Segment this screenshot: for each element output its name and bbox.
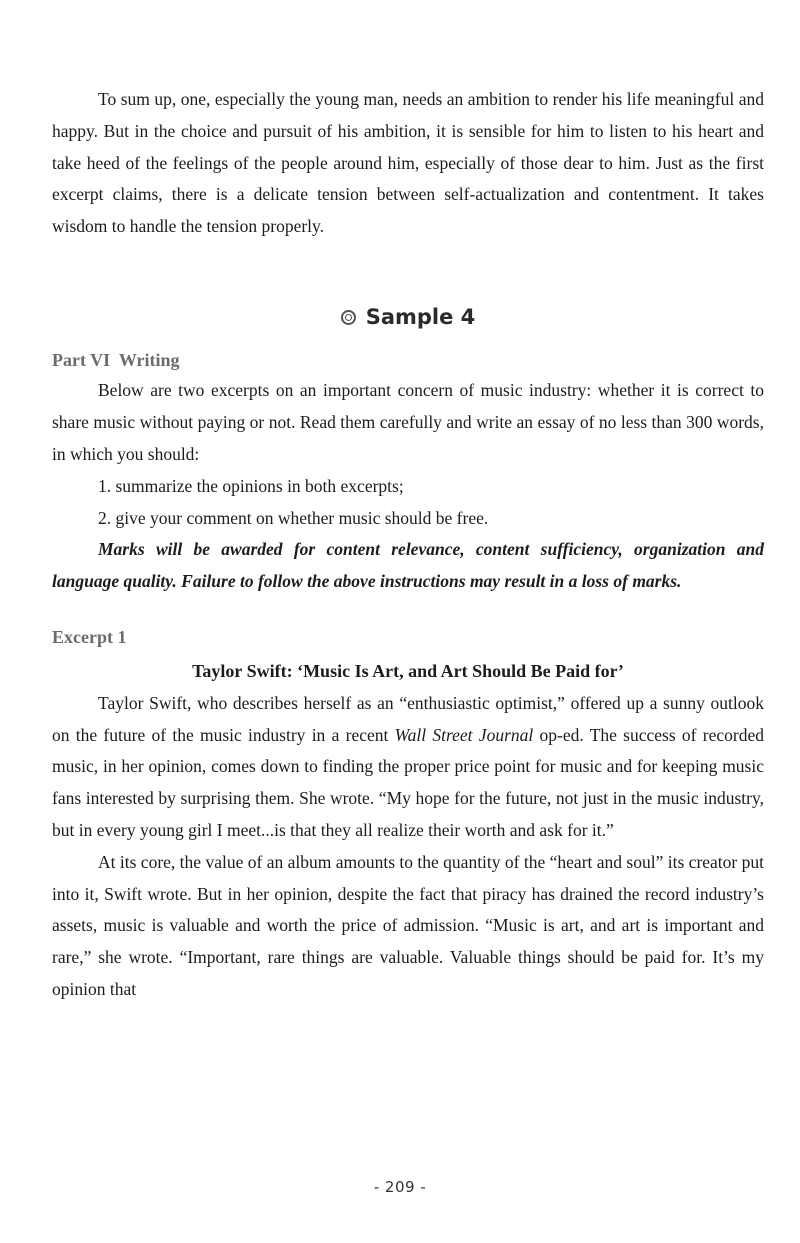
marks-note: Marks will be awarded for content relevance, content sufficiency, organization and language quality. Failure to follow the above instructions may result in a loss of marks. bbox=[52, 539, 764, 592]
conclusion-paragraph: To sum up, one, especially the young man, needs an ambition to render his life meaningful and happy. But in the choice and pursuit of his ambition, it is sensible for him to listen to his heart and take heed of the feelings of the people around him, especially of those dear to him. Just as the first excerpt claims, there is a delicate tension between self-actualization and contentment. It takes wisdom to handle the tension properly. bbox=[52, 89, 764, 237]
excerpt-1-heading: Excerpt 1 bbox=[52, 626, 127, 647]
excerpt-1-paragraph-2: At its core, the value of an album amounts to the quantity of the “heart and soul” its creator put into it, Swift wrote. But in her opinion, despite the fact that piracy has drained the record industry’s assets, music is valuable and worth the price of admission. “Music is art, and art is important and rare,” she wrote. “Important, rare things are valuable. Valuable things should be paid for. It’s my opinion that bbox=[52, 851, 764, 999]
page-body bbox=[52, 84, 764, 1006]
instruction-item-1: 1. summarize the opinions in both excerpts; bbox=[98, 476, 404, 497]
publication-name: Wall Street Journal bbox=[394, 724, 534, 745]
sample-title-text: Sample 4 bbox=[365, 304, 476, 329]
sample-heading bbox=[52, 303, 764, 331]
instruction-item-2: 2. give your comment on whether music should be free. bbox=[98, 508, 489, 529]
excerpt-1-paragraph-1: Taylor Swift, who describes herself as an “enthusiastic optimist,” offered up a sunny outlook on the future of the music industry in a recent Wall Street Journal op-ed. The success of recorded music, in her opinion, comes down to finding the proper price point for music and for keeping music fans interested by surprising them. She wrote. “My hope for the future, not just in the music industry, but in every young girl I meet...is that they all realize their worth and ask for it.” bbox=[52, 692, 764, 840]
double-circle-icon bbox=[341, 310, 356, 325]
instructions-paragraph: Below are two excerpts on an important concern of music industry: whether it is correct to share music without paying or not. Read them carefully and write an essay of no less than 300 words, in which you should: bbox=[52, 379, 764, 464]
page-number: - 209 - bbox=[373, 1178, 427, 1196]
excerpt-1-title: Taylor Swift: ‘Music Is Art, and Art Should Be Paid for’ bbox=[192, 660, 624, 681]
part-heading: Part VI Writing bbox=[52, 349, 180, 370]
